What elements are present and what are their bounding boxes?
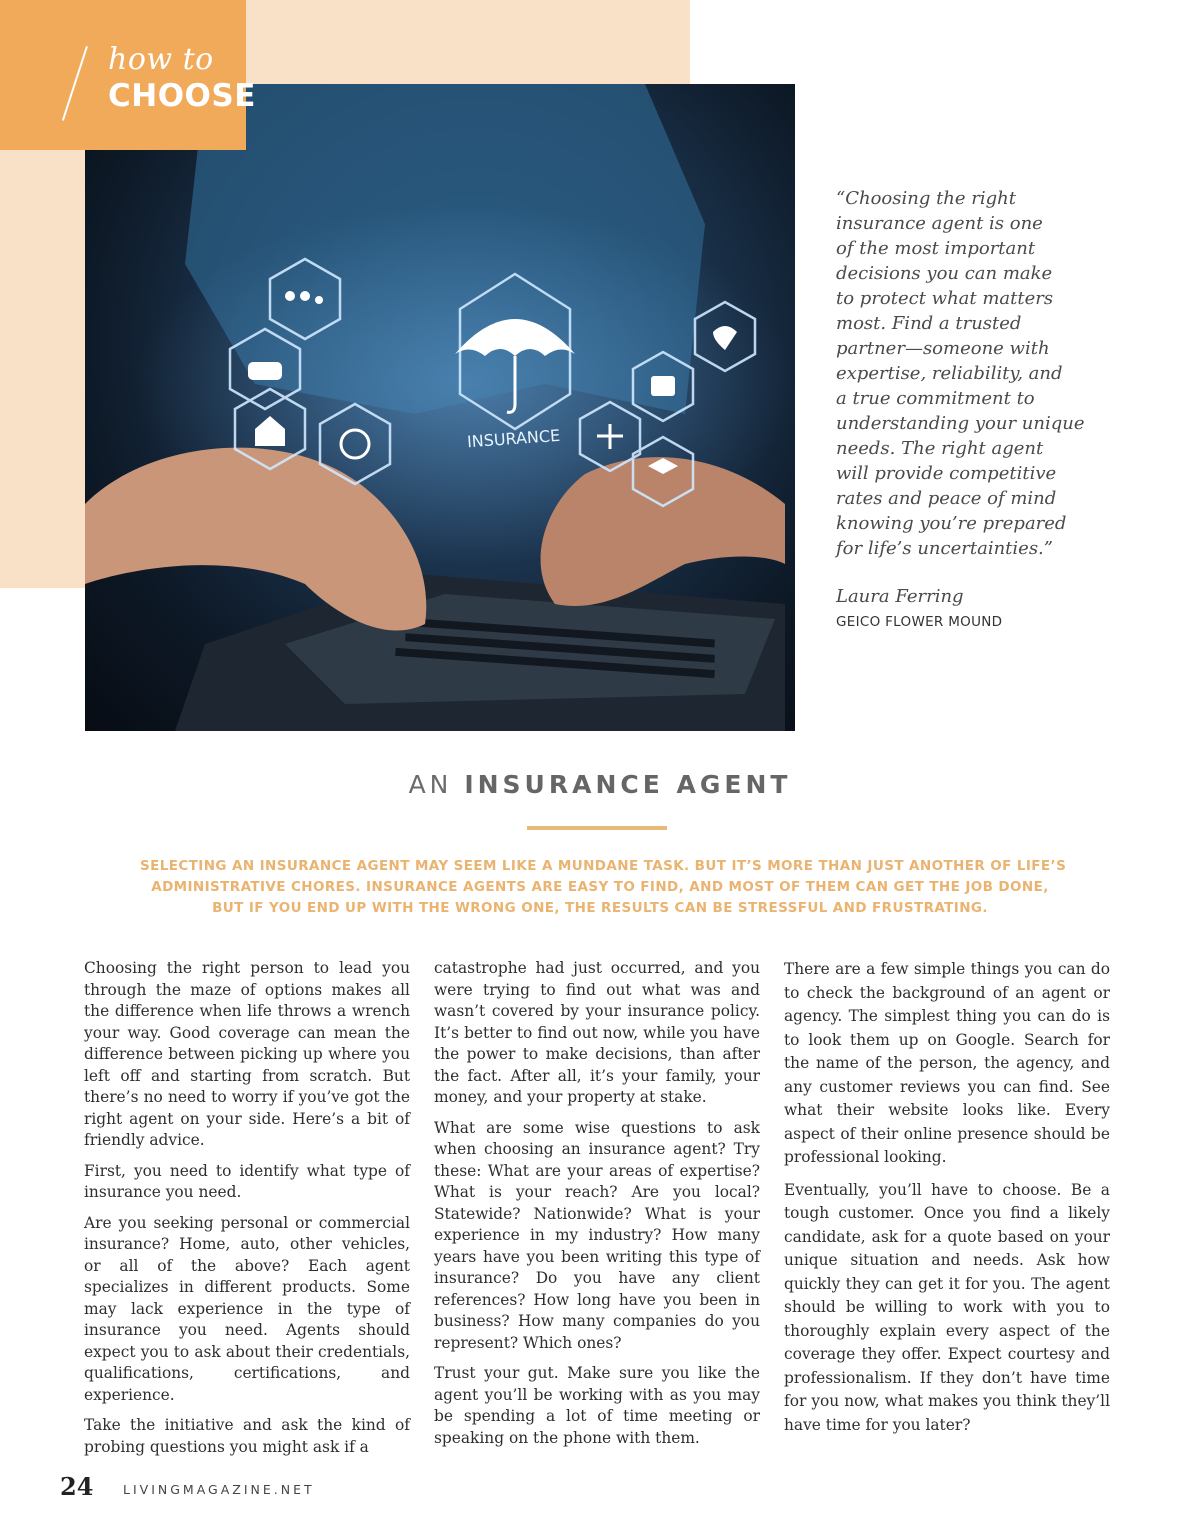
first-aid-icon (651, 376, 675, 396)
body-paragraph: First, you need to identify what type of insurance you need. (84, 1161, 410, 1201)
body-column-2 (434, 958, 760, 1458)
page-number: 24 (60, 1472, 94, 1501)
quote-line: knowing you’re prepared (836, 513, 1067, 534)
heading-light: AN (408, 770, 453, 799)
car-icon (248, 362, 282, 380)
quote-line: to protect what matters (836, 288, 1054, 309)
intro-deck (140, 856, 1067, 919)
peach-background-side (0, 84, 85, 588)
quote-line: for life’s uncertainties.” (836, 538, 1053, 559)
quote-line: “Choosing the right (836, 188, 1016, 209)
section-tab (0, 0, 256, 150)
tab-how-to: how to (108, 42, 214, 77)
quote-line: insurance agent is one (836, 213, 1043, 234)
quote-line: decisions you can make (836, 263, 1053, 284)
body-paragraph: catastrophe had just occurred, and you were trying to find out what was and wasn’t covered by your insurance policy. It’s better to find out now, while you have the power to make decisions, than after the fact. After all, it’s your family, your money, and your property at stake. (434, 959, 760, 1106)
quote-line: understanding your unique (836, 413, 1085, 434)
hero-photo (85, 84, 795, 731)
body-paragraph: Choosing the right person to lead you through the maze of options makes all the difference when life throws a wrench your way. Good coverage can mean the difference between picking up where you left off and starting from scratch. But there’s no need to worry if you’ve got the right agent on your side. Here’s a bit of friendly advice. (84, 959, 410, 1149)
body-paragraph: What are some wise questions to ask when choosing an insurance agent? Try these: What are your areas of expertise? What is your reach? Are you local? Statewide? Nationwide? What is your experience in my industry? How many years have you been writing this type of insurance? Do you have any client references? How long have you been in business? How many companies do you represent? Which ones? (434, 1118, 760, 1352)
quote-organization: GEICO FLOWER MOUND (836, 614, 1003, 630)
insurance-label: INSURANCE (466, 425, 561, 452)
quote-line: of the most important (836, 238, 1036, 259)
website-link[interactable]: LIVINGMAGAZINE.NET (123, 1482, 315, 1497)
heading-divider (527, 826, 667, 830)
intro-line: ADMINISTRATIVE CHORES. INSURANCE AGENTS ARE EASY TO FIND, AND MOST OF THEM CAN GET THE JOB DONE, (151, 879, 1049, 895)
body-column-3 (784, 958, 1110, 1446)
quote-line: most. Find a trusted (836, 313, 1022, 334)
body-paragraph: There are a few simple things you can do to check the background of an agent or agency. The simplest thing you can do is to look them up on Google. Search for the name of the person, the agency, and any customer reviews you can find. See what their website looks like. Every aspect of their online presence should be professional looking. (784, 960, 1110, 1166)
body-paragraph: Eventually, you’ll have to choose. Be a tough customer. Once you find a likely candidate, ask for a quote based on your unique situation and needs. Ask how quickly they can get it for you. The agent should be willing to work with you to thoroughly explain every aspect of the coverage they offer. Expect courtesy and professionalism. If they don’t have time for you now, what makes you think they’ll have time for you later? (784, 1180, 1110, 1434)
quote-line: will provide competitive (836, 463, 1057, 484)
body-paragraph: Trust your gut. Make sure you like the agent you’ll be working with as you may be spending a lot of time meeting or speaking on the phone with them. (434, 1364, 760, 1447)
quote-line: needs. The right agent (836, 438, 1044, 459)
quote-line: a true commitment to (836, 388, 1035, 409)
quote-line: expertise, reliability, and (836, 363, 1063, 384)
body-paragraph: Are you seeking personal or commercial insurance? Home, auto, other vehicles, or all of the above? Each agent specializes in different products. Some may lack experience in the type of insurance you need. Agents should expect you to ask about their credentials, qualifications, certifications, and experience. (84, 1213, 410, 1404)
body-paragraph: Take the initiative and ask the kind of probing questions you might ask if a (84, 1416, 410, 1456)
pull-quote (836, 186, 1106, 561)
insurance-illustration (85, 84, 795, 731)
article-heading (0, 770, 1200, 799)
tab-slash (62, 46, 88, 121)
quote-line: partner—someone with (836, 338, 1050, 359)
intro-line: SELECTING AN INSURANCE AGENT MAY SEEM LIKE A MUNDANE TASK. BUT IT’S MORE THAN JUST ANOTHER OF LIFE’S (140, 858, 1067, 874)
quote-line: rates and peace of mind (836, 488, 1057, 509)
intro-line: BUT IF YOU END UP WITH THE WRONG ONE, THE RESULTS CAN BE STRESSFUL AND FRUSTRATING. (212, 900, 988, 916)
heading-bold: INSURANCE AGENT (464, 770, 792, 799)
family-icon (285, 291, 295, 301)
quote-author: Laura Ferring (836, 586, 964, 607)
tab-choose: CHOOSE (108, 78, 256, 114)
body-column-1 (84, 958, 410, 1467)
